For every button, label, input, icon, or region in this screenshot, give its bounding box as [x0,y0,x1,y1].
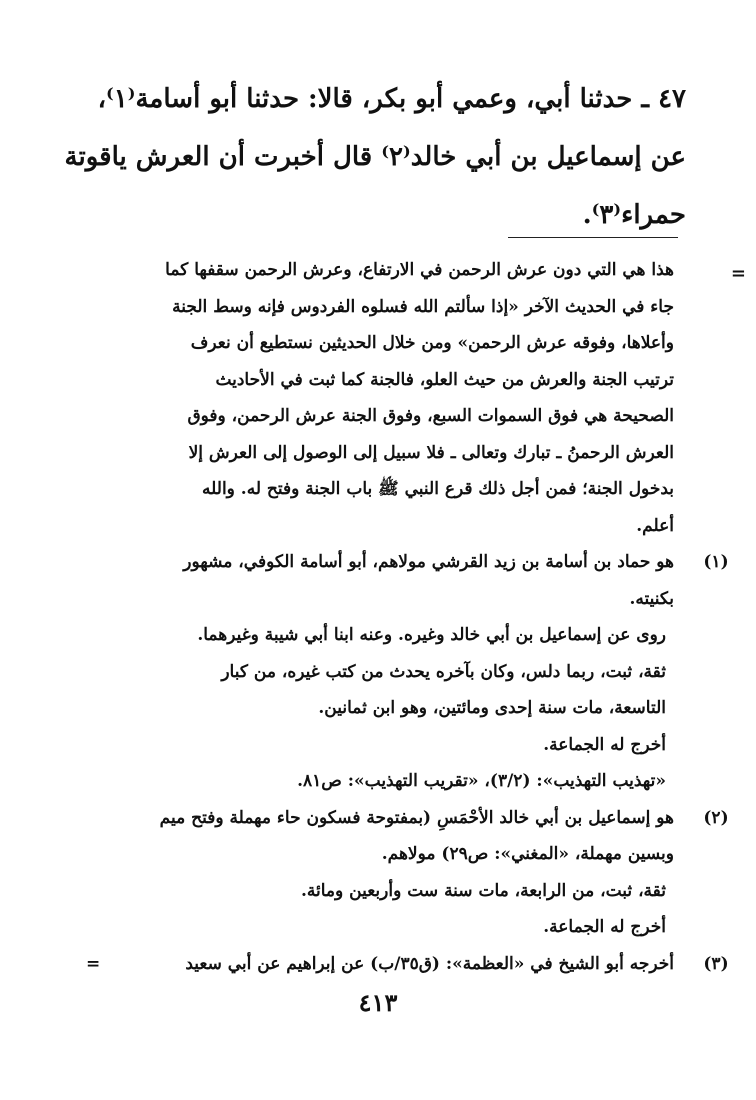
note-line: الصحيحة هي فوق السموات السبع، وفوق الجنة عرش الرحمن، وفوق [187,406,674,426]
note-line: ثقة، ثبت، ربما دلس، وكان بآخره يحدث من كتب غيره، من كبار [221,661,666,682]
note-line: العرش الرحمنُ ـ تبارك وتعالى ـ فلا سبيل إلى الوصول إلى العرش إلا [188,442,674,463]
note-line [86,946,674,983]
page-number: ٤١٣ [358,988,398,1017]
continuation-note [98,252,746,544]
note-line-text: أخرجه أبو الشيخ في «العظمة»: (ق٣٥/ب) عن إبراهيم عن أبي سعيد [185,953,674,974]
note-line: أعلم. [636,515,674,536]
continuation-marker: = [86,953,101,974]
note-line: روى عن إسماعيل بن أبي خالد وغيره. وعنه ابنا أبي شيبة وغيرهما. [197,625,666,645]
note-line: هذا هي التي دون عرش الرحمن في الارتفاع، وعرش الرحمن سقفها كما [165,260,674,280]
footnote-1 [98,544,729,800]
note-line: أخرج له الجماعة. [543,917,666,937]
footnote-marker: (٣) [703,953,729,974]
hadith-text [62,70,686,244]
note-line: وبسين مهملة، «المغني»: ص٢٩) مولاهم. [381,844,674,864]
hadith-line: ٤٧ ـ حدثنا أبي، وعمي أبو بكر، قالا: حدثنا أبو أسامة⁽١⁾، [97,84,686,114]
note-line: ترتيب الجنة والعرش من حيث العلو، فالجنة كما ثبت في الأحاديث [215,369,674,390]
hadith-line: عن إسماعيل بن أبي خالد⁽٢⁾ قال أخبرت أن العرش ياقوتة [64,142,686,172]
note-line: بدخول الجنة؛ فمن أجل ذلك قرع النبي ﷺ باب الجنة وفتح له. والله [202,479,674,499]
footnote-marker: (١) [703,552,729,572]
footnotes-section [86,252,746,982]
note-line: بكنيته. [629,588,674,609]
footnote-separator [508,237,678,238]
footnote-marker: (٢) [703,807,729,828]
footnote-3 [86,946,729,983]
note-line: «تهذيب التهذيب»: (٣/٢)، «تقريب التهذيب»: ص٨١. [297,771,666,791]
note-line: هو إسماعيل بن أبي خالد الأحْمَسِ (بمفتوحة فسكون حاء مهملة وفتح ميم [159,807,674,828]
note-line: أخرج له الجماعة. [543,734,666,755]
note-line: وأعلاها، وفوقه عرش الرحمن» ومن خلال الحديثين نستطيع أن نعرف [190,333,674,353]
note-line: ثقة، ثبت، من الرابعة، مات سنة ست وأربعين ومائة. [300,880,666,901]
note-line: هو حماد بن أسامة بن زيد القرشي مولاهم، أبو أسامة الكوفي، مشهور [183,552,674,572]
footnote-2 [98,800,729,946]
hadith-line: حمراء⁽٣⁾. [582,200,686,230]
continuation-marker: = [730,263,746,284]
note-line: التاسعة، مات سنة إحدى ومائتين، وهو ابن ثمانين. [318,698,666,718]
note-line: جاء في الحديث الآخر «إذا سألتم الله فسلوه الفردوس فإنه وسط الجنة [172,296,674,317]
